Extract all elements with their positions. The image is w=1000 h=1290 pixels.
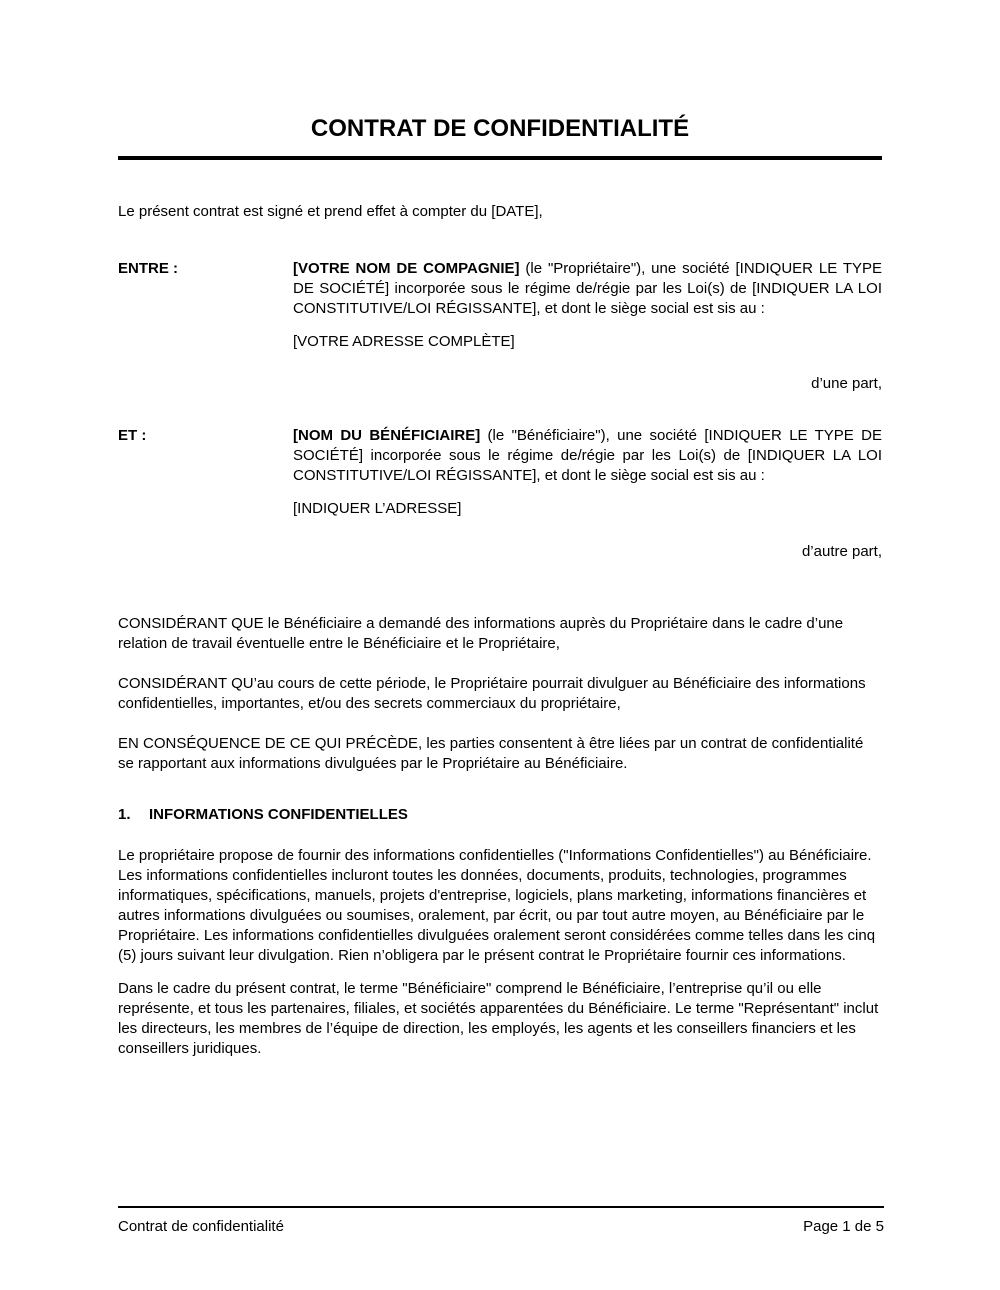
footer-page-number: Page 1 de 5 — [803, 1218, 884, 1235]
title-divider-rule — [118, 156, 882, 160]
section-1-paragraph-2: Dans le cadre du présent contrat, le terme "Bénéficiaire" comprend le Bénéficiaire, l’entreprise qu’il ou elle représente, et tous les partenaires, filiales, et sociétés apparentées du Bénéficiaire. Le terme "Représentant" inclut les directeurs, les membres de l’équipe de direction, les employés, les agents et les conseillers financiers et les conseillers juridiques. — [118, 980, 879, 1057]
party-beneficiary-address-placeholder: [INDIQUER L’ADRESSE] — [293, 500, 462, 517]
party-block-beneficiary — [118, 426, 882, 562]
party-beneficiary-name-placeholder: [NOM DU BÉNÉFICIAIRE] — [293, 427, 481, 444]
recital-en-consequence: EN CONSÉQUENCE DE CE QUI PRÉCÈDE, les parties consentent à être liées par un contrat de confidentialité se rapportant aux informations divulguées par le Propriétaire au Bénéficiaire. — [118, 735, 864, 772]
party-beneficiary-description-text: (le "Bénéficiaire"), une société [INDIQUER LE TYPE DE SOCIÉTÉ] incorporée sous le régime de/régie par les Loi(s) de [INDIQUER LA LOI CONSTITUTIVE/LOI RÉGISSANTE], et dont le siège social est sis au : — [293, 427, 883, 484]
party-beneficiary-body — [293, 426, 882, 519]
effective-date-clause: Le présent contrat est signé et prend effet à compter du [DATE], — [118, 203, 543, 220]
party-owner-label: ENTRE : — [118, 260, 178, 277]
party-beneficiary-part-designation: d’autre part, — [801, 543, 882, 560]
page-footer — [118, 1206, 884, 1237]
section-1-paragraph-1: Le propriétaire propose de fournir des informations confidentielles ("Informations Confidentielles") au Bénéficiaire. Les informations confidentielles incluront toutes les données, documents, produits, technologies, programmes informatiques, spécifications, manuels, projets d'entreprise, logiciels, plans marketing, informations financières et autres informations divulguées ou soumises, oralement, par écrit, ou par tout autre moyen, au Bénéficiaire par le Propriétaire. Les informations confidentielles divulguées oralement seront considérées comme telles dans les cinq (5) jours suivant leur divulgation. Rien n’obligera par le présent contrat le Propriétaire fournir ces informations. — [118, 847, 876, 964]
party-beneficiary-description — [293, 426, 882, 486]
footer-document-name: Contrat de confidentialité — [118, 1218, 284, 1235]
document-title: CONTRAT DE CONFIDENTIALITÉ — [310, 115, 690, 142]
party-owner-address-placeholder: [VOTRE ADRESSE COMPLÈTE] — [293, 333, 515, 350]
party-owner-description — [293, 259, 882, 319]
section-1-number: 1. — [118, 806, 131, 823]
party-beneficiary-label: ET : — [118, 427, 147, 444]
party-owner-name-placeholder: [VOTRE NOM DE COMPAGNIE] — [293, 260, 520, 277]
recital-considerant-quau: CONSIDÉRANT QU’au cours de cette période, le Propriétaire pourrait divulguer au Bénéficiaire des informations confidentielles, importantes, et/ou des secrets commerciaux du propriétaire, — [118, 675, 866, 712]
party-owner-description-text: (le "Propriétaire"), une société [INDIQUER LE TYPE DE SOCIÉTÉ] incorporée sous le régime de/régie par les Loi(s) de [INDIQUER LA LOI CONSTITUTIVE/LOI RÉGISSANTE], et dont le siège social est sis au : — [293, 260, 882, 317]
recital-considerant-que: CONSIDÉRANT QUE le Bénéficiaire a demandé des informations auprès du Propriétaire dans le cadre d’une relation de travail éventuelle entre le Bénéficiaire et le Propriétaire, — [118, 615, 844, 652]
party-block-owner — [118, 259, 882, 394]
section-1-heading-text: INFORMATIONS CONFIDENTIELLES — [149, 806, 408, 823]
section-1-heading — [118, 805, 882, 825]
party-owner-part-designation: d’une part, — [811, 375, 882, 392]
party-owner-body — [293, 259, 882, 352]
